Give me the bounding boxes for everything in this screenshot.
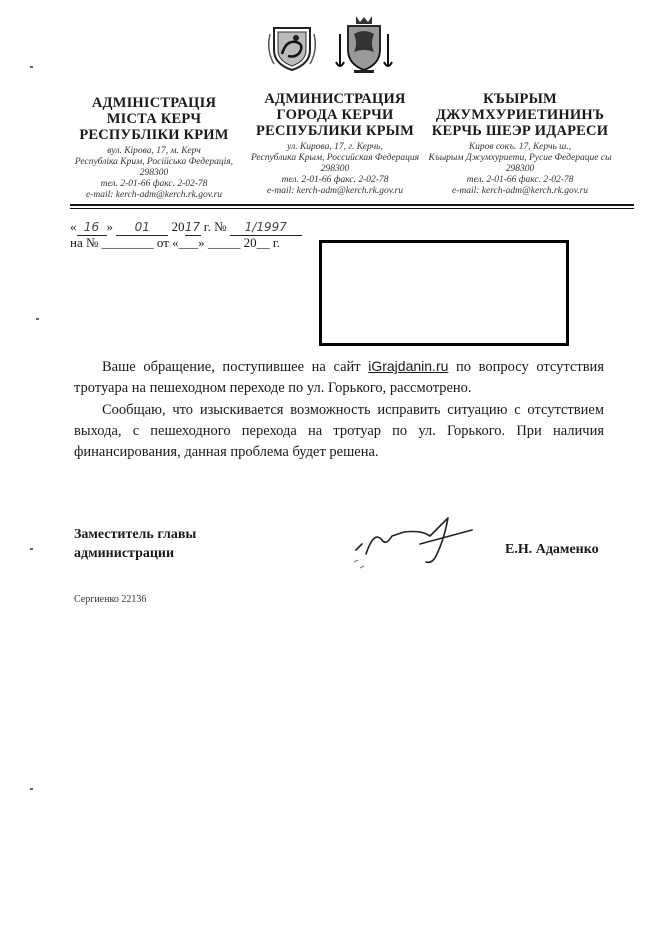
header-column-ukrainian: [70, 95, 238, 201]
body-paragraph-2: Сообщаю, что изыскивается возможность исправить ситуацию с отсутствием выхода, с пешеходного перехода на тротуар по ул. Горького. При наличия финансирования, данная проблема будет решена.: [74, 402, 604, 460]
crimea-coat-of-arms-icon: [266, 24, 318, 72]
header-column-russian: [246, 91, 424, 197]
incoming-reference-line: на № ________ от «___» _____ 20__ г.: [70, 235, 281, 250]
header-rule-thin: [70, 208, 634, 209]
outgoing-registration-line: « 16 » 01 2017 г. № 1/1997: [70, 219, 302, 236]
handwritten-signature: [352, 510, 492, 572]
executor-note: Сергиенко 22136: [74, 594, 147, 605]
org-title: АДМИНИСТРАЦИЯ ГОРОДА КЕРЧИ РЕСПУБЛИКИ КРЫМ: [256, 91, 414, 139]
reg-day: 16: [77, 220, 107, 236]
org-title: АДМІНІСТРАЦІЯ МІСТА КЕРЧ РЕСПУБЛІКИ КРИМ: [79, 95, 229, 143]
reg-number: 1/1997: [230, 220, 302, 236]
scan-speck: [30, 548, 33, 550]
signatory-name: Е.Н. Адаменко: [505, 542, 599, 557]
header-rule: [70, 204, 634, 206]
kerch-coat-of-arms-icon: [334, 14, 394, 76]
reg-year: 17: [184, 220, 201, 234]
site-link[interactable]: iGrajdanin.ru: [368, 358, 449, 374]
signatory-position: Заместитель главы администрации: [74, 527, 197, 561]
scan-speck: [30, 788, 33, 790]
org-address: вул. Кірова, 17, м. Керч Республіка Крим, Російська Федерація, 298300 тел. 2-01-66 факс. 2-02-78 e-mail: kerch-adm@kerch.rk.gov.ru: [74, 146, 234, 200]
scan-speck: [36, 318, 39, 320]
scan-speck: [30, 66, 33, 68]
reg-month: 01: [116, 220, 168, 236]
header-column-crimean-tatar: [420, 91, 620, 197]
body-paragraph-1: Ваше обращение, поступившее на сайт iGrajdanin.ru по вопросу отсутствия тротуара на пешеходном переходе по ул. Горького, рассмотрено.: [74, 358, 604, 396]
org-address: ул. Кирова, 17, г. Керчь, Республика Крым, Российская Федерация 298300 тел. 2-01-66 факс. 2-02-78 e-mail: kerch-adm@kerch.rk.gov.ru: [250, 142, 420, 196]
org-address: Киров сокъ. 17, Керчь ш., Къырым Джумхуриети, Русие Федерацие сы 298300 тел. 2-01-66 факс. 2-02-78 e-mail: kerch-adm@kerch.rk.gov.ru: [428, 142, 612, 196]
redacted-addressee-box: [319, 240, 569, 346]
org-title: КЪЫРЫМ ДЖУМХУРИЕТИНИНЪ КЕРЧЬ ШЕЭР ИДАРЕСИ: [431, 91, 609, 139]
